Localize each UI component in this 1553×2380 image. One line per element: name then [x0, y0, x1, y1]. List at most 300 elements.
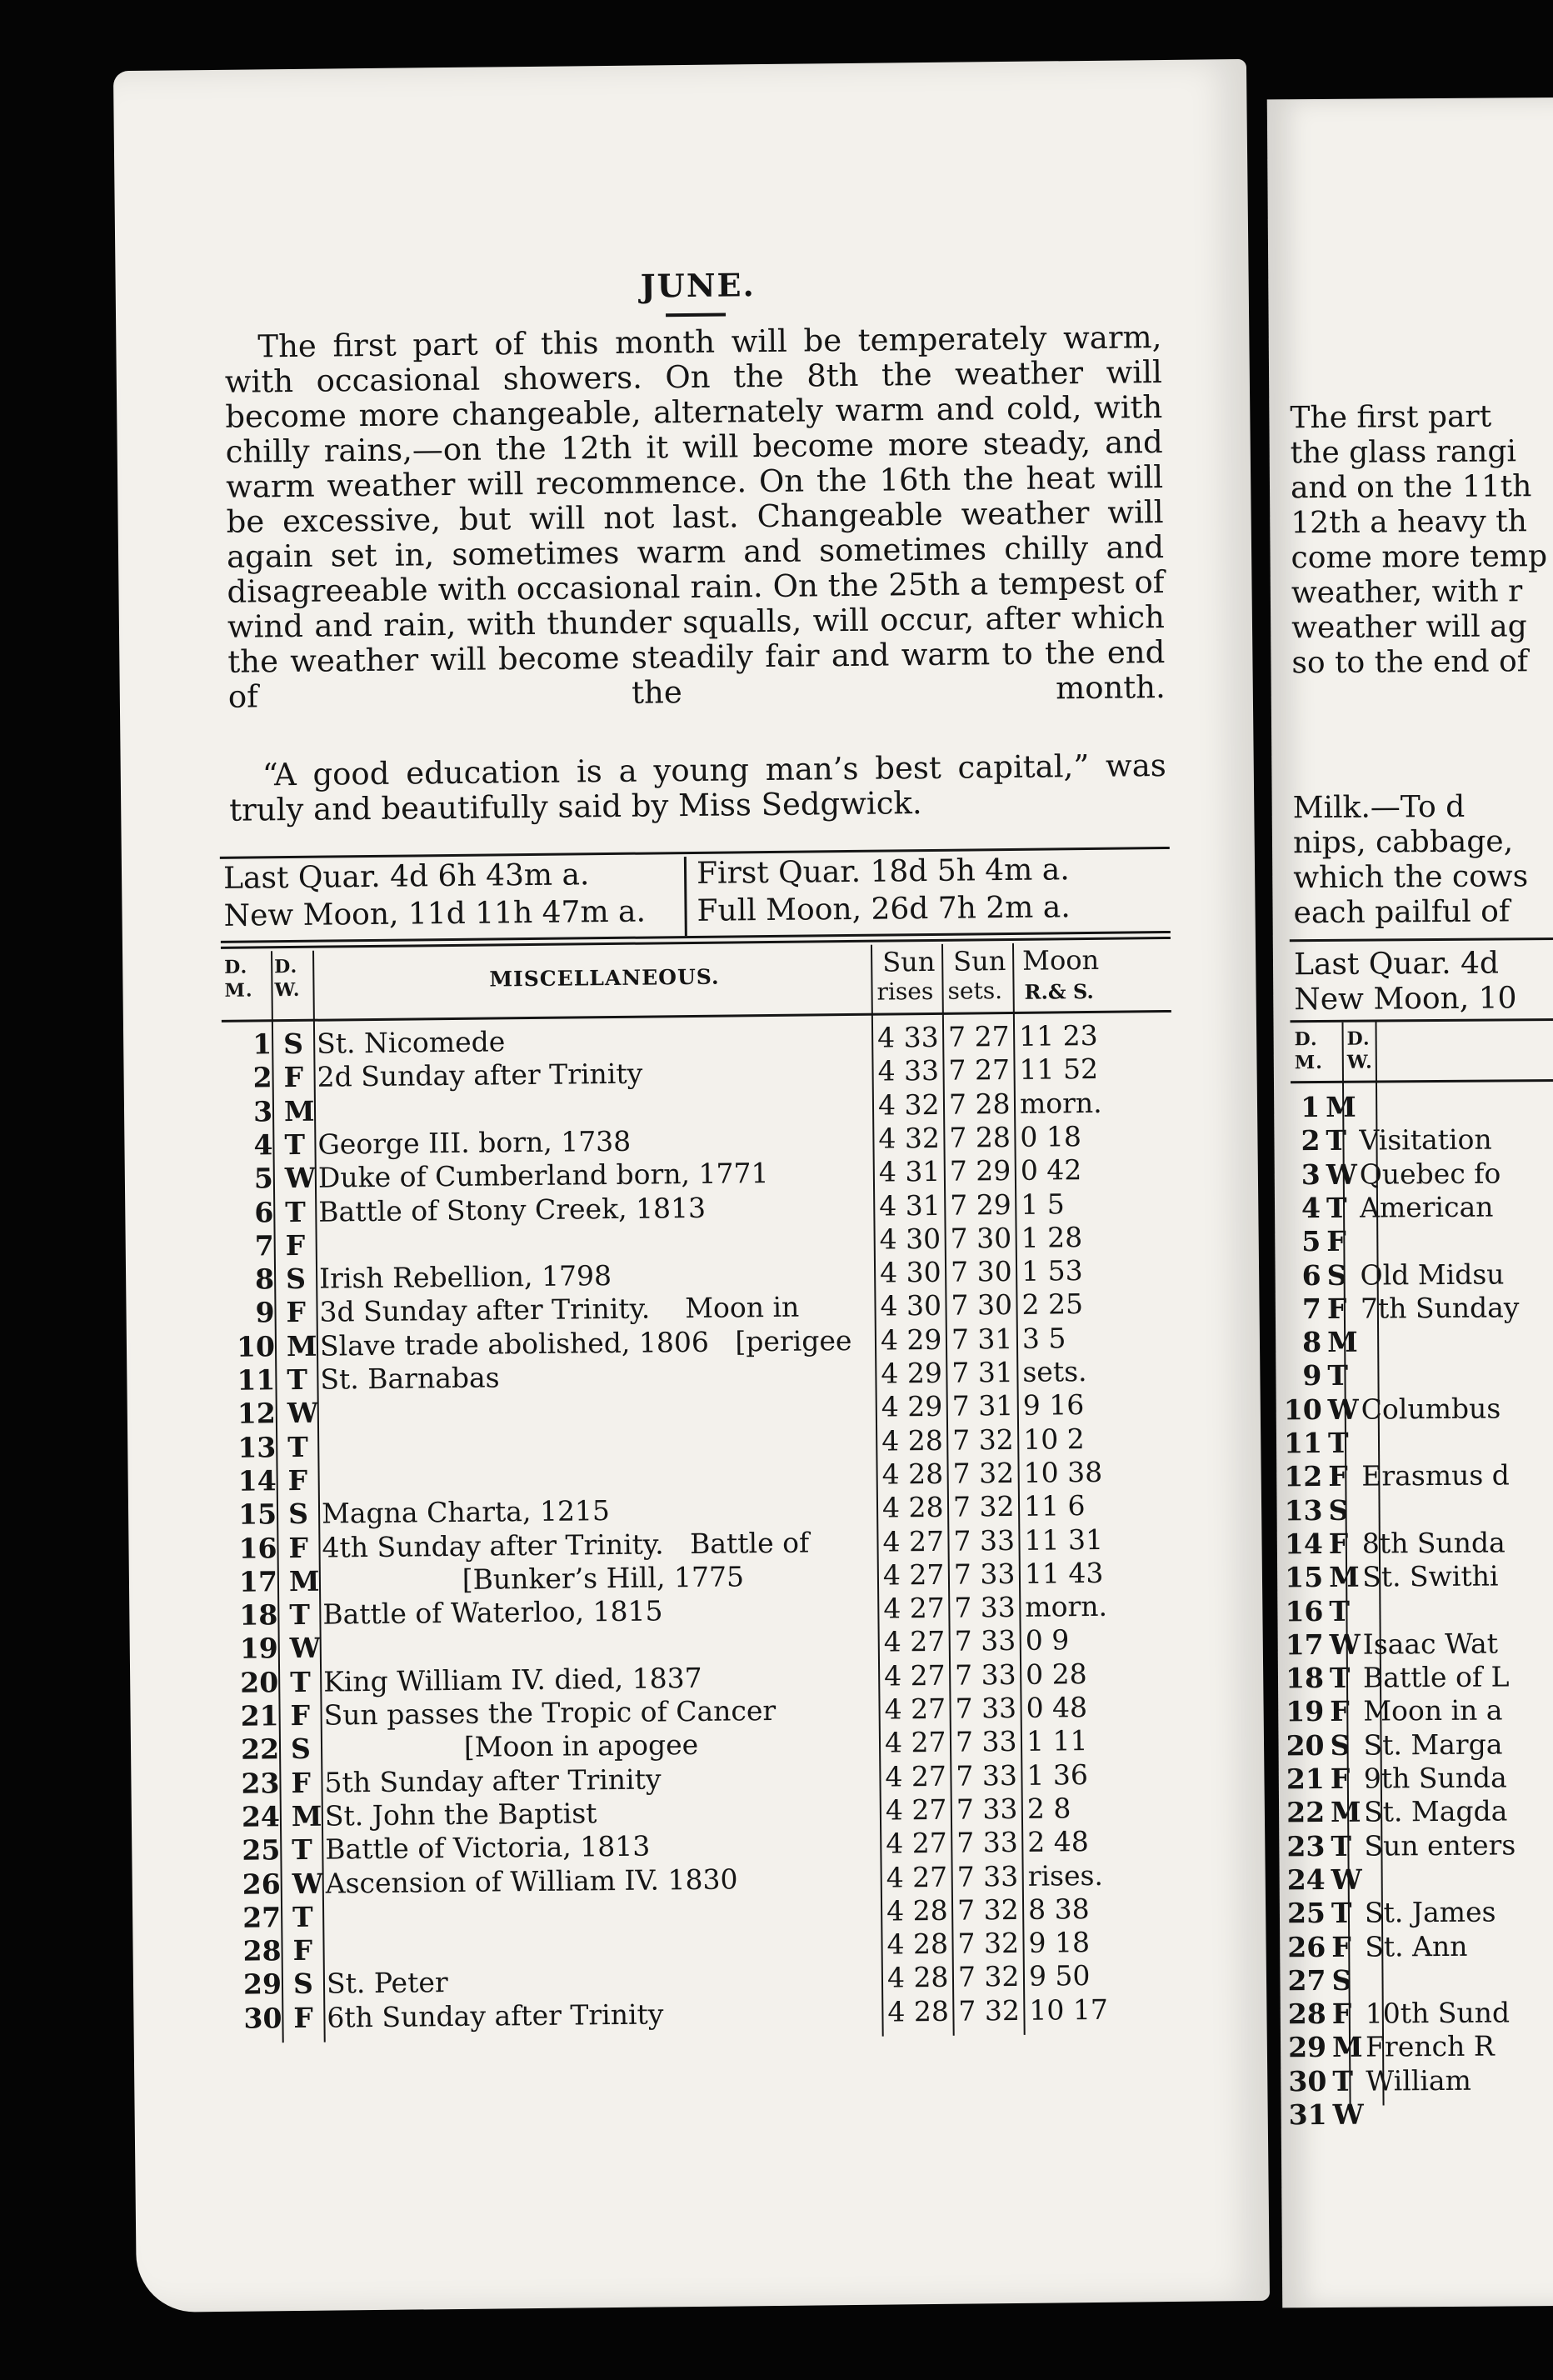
right-day-of-week: T	[1331, 1829, 1352, 1862]
moon-rise-set: 0 28	[1025, 1657, 1087, 1691]
day-of-week: S	[285, 1262, 307, 1296]
moon-rise-set: 9 16	[1022, 1388, 1085, 1422]
right-page	[1267, 98, 1553, 2308]
day-of-week: W	[284, 1161, 317, 1195]
right-day-of-week: W	[1327, 1392, 1359, 1426]
right-text-line: 12th a heavy th	[1291, 504, 1527, 541]
day-of-month: 10	[236, 1329, 276, 1363]
right-day-of-month: 1	[1301, 1091, 1321, 1124]
sun-rises: 4 27	[883, 1591, 946, 1625]
moon-rise-set: 11 31	[1024, 1522, 1104, 1557]
sun-rises: 4 30	[879, 1255, 941, 1289]
moon-rise-set: 8 38	[1027, 1892, 1090, 1926]
right-header-dw-top: D.	[1346, 1028, 1371, 1050]
sun-sets: 7 33	[955, 1725, 1017, 1759]
event: Slave trade abolished, 1806 [perigee	[319, 1323, 852, 1362]
sun-rises: 4 27	[886, 1860, 948, 1894]
right-event: Battle of L	[1362, 1660, 1510, 1694]
right-table-row	[1276, 1391, 1553, 1427]
event: George III. born, 1738	[317, 1124, 632, 1161]
moon-rise-set: 0 18	[1020, 1119, 1082, 1153]
right-event: Moon in a	[1363, 1693, 1503, 1728]
right-day-of-month: 8	[1302, 1326, 1322, 1359]
day-of-week: T	[290, 1665, 311, 1698]
right-day-of-week: F	[1331, 1997, 1352, 2031]
weather-forecast	[224, 320, 1166, 715]
right-day-of-week: S	[1331, 1963, 1352, 1997]
sun-sets: 7 33	[953, 1523, 1016, 1558]
day-of-month: 3	[252, 1094, 273, 1128]
day-of-month: 14	[237, 1464, 277, 1498]
right-header-dw-bottom: W.	[1346, 1051, 1373, 1073]
sun-rises: 4 29	[880, 1322, 942, 1357]
sun-rises: 4 27	[884, 1692, 946, 1726]
sun-sets: 7 30	[951, 1288, 1013, 1322]
moon-rise-set: 1 5	[1021, 1187, 1065, 1221]
event: 3d Sunday after Trinity. Moon in	[319, 1291, 800, 1329]
sun-rises: 4 30	[880, 1289, 942, 1323]
right-table-row	[1276, 1492, 1553, 1528]
day-of-month: 28	[242, 1934, 282, 1968]
right-phase-bottom-rule	[1290, 1018, 1553, 1023]
right-day-of-week: M	[1330, 1795, 1361, 1829]
sun-sets: 7 31	[951, 1355, 1014, 1389]
right-day-of-month: 3	[1301, 1158, 1321, 1191]
sun-rises: 4 31	[878, 1155, 941, 1188]
right-text-line: so to the end of	[1291, 644, 1529, 681]
sun-sets: 7 33	[956, 1792, 1018, 1826]
right-day-of-week: F	[1326, 1292, 1347, 1325]
event: Ascension of William IV. 1830	[325, 1862, 738, 1900]
event: Irish Rebellion, 1798	[318, 1259, 612, 1295]
moon-rise-set: 1 53	[1021, 1254, 1083, 1288]
right-day-of-week: T	[1326, 1124, 1347, 1158]
phase-new-moon: New Moon, 11d 11h 47m a.	[223, 894, 647, 933]
right-event: Visitation	[1359, 1122, 1492, 1157]
right-day-of-week: F	[1330, 1695, 1350, 1728]
sun-sets: 7 33	[956, 1758, 1018, 1792]
sun-sets: 7 29	[950, 1188, 1011, 1222]
right-event: William	[1366, 2063, 1472, 2098]
sun-sets: 7 32	[957, 1927, 1020, 1960]
right-day-of-month: 9	[1302, 1359, 1322, 1392]
right-table-row	[1275, 1223, 1553, 1259]
day-of-month: 16	[238, 1531, 277, 1565]
moon-rise-set: 1 28	[1021, 1220, 1083, 1254]
right-header-dm-bottom: M.	[1294, 1051, 1323, 1074]
day-of-week: T	[287, 1430, 309, 1463]
right-day-of-week: T	[1327, 1426, 1349, 1459]
moon-rise-set: 2 8	[1026, 1792, 1071, 1825]
right-event: Quebec fo	[1359, 1157, 1501, 1191]
moon-rise-set: 3 5	[1021, 1321, 1066, 1355]
day-of-week: F	[287, 1463, 308, 1497]
sun-sets: 7 32	[952, 1456, 1015, 1490]
day-of-week: F	[292, 1933, 313, 1968]
right-day-of-month: 23	[1286, 1829, 1326, 1862]
moon-rise-set: 11 23	[1018, 1018, 1098, 1052]
right-text-line: come more temp	[1291, 539, 1548, 576]
right-day-of-month: 11	[1283, 1427, 1323, 1460]
right-day-of-month: 27	[1287, 1963, 1326, 1998]
day-of-week: T	[287, 1362, 308, 1397]
right-event: French R	[1365, 2029, 1495, 2064]
day-of-month: 20	[240, 1665, 279, 1699]
sun-sets: 7 31	[951, 1322, 1013, 1356]
right-day-of-month: 19	[1286, 1695, 1325, 1728]
header-dm-bottom: M.	[224, 979, 253, 1002]
moon-rise-set: 11 52	[1019, 1052, 1099, 1087]
right-day-of-week: W	[1326, 1158, 1357, 1191]
right-day-of-week: T	[1329, 1594, 1351, 1628]
sun-sets: 7 32	[957, 1960, 1020, 1994]
day-of-month: 9	[255, 1296, 275, 1329]
day-of-week: F	[288, 1531, 309, 1564]
sun-rises: 4 27	[882, 1558, 945, 1592]
day-of-month: 17	[238, 1565, 278, 1598]
day-of-month: 29	[242, 1968, 282, 2002]
right-event: St. Magda	[1363, 1794, 1508, 1828]
right-table-row	[1277, 1559, 1553, 1595]
day-of-week: S	[282, 1027, 304, 1061]
moon-rise-set: 0 48	[1026, 1691, 1088, 1724]
moon-rise-set: 11 43	[1024, 1556, 1104, 1590]
right-table-row	[1275, 1156, 1553, 1192]
day-of-week: T	[292, 1832, 313, 1867]
day-of-month: 12	[237, 1397, 277, 1431]
right-day-of-month: 26	[1287, 1930, 1326, 1963]
right-table-row	[1279, 1761, 1553, 1797]
right-table-row	[1274, 1089, 1553, 1125]
day-of-week: W	[287, 1397, 319, 1430]
right-table-row	[1280, 1962, 1553, 1998]
day-of-month: 11	[237, 1363, 276, 1397]
right-table-row	[1281, 2062, 1553, 2098]
sun-sets: 7 33	[956, 1859, 1019, 1893]
event: Battle of Stony Creek, 1813	[318, 1191, 707, 1228]
event: Battle of Victoria, 1813	[325, 1829, 651, 1866]
right-day-of-month: 17	[1285, 1628, 1324, 1662]
day-of-month: 4	[253, 1128, 273, 1162]
right-table-row	[1276, 1458, 1553, 1494]
sun-rises: 4 27	[883, 1625, 946, 1659]
sun-rises: 4 29	[881, 1390, 943, 1423]
moon-rise-set: morn.	[1025, 1589, 1108, 1623]
right-day-of-month: 24	[1286, 1862, 1326, 1897]
moon-rise-set: 0 9	[1025, 1623, 1070, 1658]
right-table-row	[1281, 1996, 1553, 2032]
right-text-line: and on the 11th	[1290, 469, 1532, 506]
month-title: JUNE.	[640, 266, 756, 305]
sun-rises: 4 27	[882, 1524, 945, 1558]
sun-rises: 4 31	[879, 1188, 941, 1222]
sun-rises: 4 29	[881, 1356, 943, 1390]
phase-first-quarter: First Quar. 18d 5h 4m a.	[696, 852, 1070, 891]
sun-rises: 4 28	[881, 1457, 944, 1491]
moon-rise-set: 10 17	[1029, 1992, 1109, 2027]
day-of-week: W	[289, 1632, 322, 1665]
sun-rises: 4 30	[879, 1222, 941, 1256]
day-of-month: 7	[254, 1229, 274, 1262]
sun-sets: 7 32	[952, 1490, 1015, 1523]
header-sun-sets-top: Sun	[952, 945, 1006, 978]
phase-full-moon: Full Moon, 26d 7h 2m a.	[697, 890, 1071, 928]
right-table-row	[1275, 1257, 1553, 1292]
day-of-week: F	[286, 1296, 307, 1329]
right-day-of-month: 7	[1301, 1292, 1322, 1325]
sun-sets: 7 30	[950, 1221, 1012, 1255]
header-sun-sets-bottom: sets.	[947, 977, 1003, 1005]
right-day-of-month: 31	[1288, 2098, 1327, 2132]
sun-rises: 4 28	[886, 1961, 949, 1994]
event: 5th Sunday after Trinity	[324, 1762, 662, 1799]
day-of-month: 6	[254, 1195, 274, 1228]
event: Magna Charta, 1215	[321, 1494, 611, 1530]
right-milk-line: Milk.—To d	[1292, 789, 1466, 826]
day-of-month: 22	[240, 1732, 280, 1766]
header-moon-bottom: R.& S.	[1024, 978, 1094, 1004]
sun-sets: 7 30	[950, 1255, 1012, 1288]
day-of-week: T	[285, 1195, 307, 1228]
right-event: St. James	[1364, 1895, 1496, 1929]
title-rule	[666, 313, 726, 318]
right-text-line: weather, with r	[1291, 574, 1523, 611]
sun-rises: 4 27	[884, 1726, 946, 1759]
right-day-of-week: M	[1327, 1325, 1358, 1359]
sun-rises: 4 27	[885, 1792, 947, 1827]
right-table-row	[1281, 2097, 1553, 2132]
right-table-row	[1280, 1895, 1553, 1931]
right-header-rule	[1291, 1079, 1553, 1084]
sun-rises: 4 28	[886, 1927, 949, 1961]
day-of-week: F	[291, 1766, 312, 1799]
day-of-week: S	[290, 1732, 312, 1766]
left-page	[113, 59, 1270, 2312]
right-table-row	[1279, 1828, 1553, 1863]
header-dm-top: D.	[224, 956, 248, 978]
quote-text: “A good education is a young man’s best capital,” was truly and beautifully said by Miss Sedgwick.	[229, 748, 1166, 828]
day-of-week: S	[287, 1498, 309, 1531]
moon-rise-set: 0 42	[1020, 1153, 1082, 1188]
right-day-of-month: 4	[1301, 1191, 1321, 1225]
day-of-month: 18	[239, 1598, 278, 1632]
day-of-month: 26	[242, 1867, 281, 1901]
sun-rises: 4 32	[878, 1121, 941, 1155]
right-day-of-week: M	[1326, 1090, 1356, 1123]
event: King William IV. died, 1837	[323, 1661, 702, 1698]
moon-rise-set: 9 18	[1028, 1926, 1091, 1959]
right-day-of-month: 10	[1283, 1392, 1322, 1427]
day-of-month: 23	[241, 1766, 280, 1800]
header-misc: MISCELLANEOUS.	[489, 964, 720, 992]
right-table-row	[1274, 1122, 1553, 1158]
event: [Moon in apogee	[323, 1728, 699, 1765]
phase-last-quarter: Last Quar. 4d 6h 43m a.	[222, 858, 590, 896]
right-phase-new-moon: New Moon, 10	[1294, 981, 1517, 1018]
sun-sets: 7 27	[948, 1053, 1011, 1088]
right-table-row	[1279, 1794, 1553, 1830]
sun-sets: 7 33	[954, 1658, 1016, 1692]
sun-rises: 4 28	[887, 1994, 950, 2028]
right-phase-last-quarter: Last Quar. 4d	[1293, 946, 1500, 982]
right-event: St. Swithi	[1361, 1559, 1499, 1593]
right-day-of-month: 21	[1286, 1762, 1325, 1796]
right-day-of-month: 30	[1288, 2064, 1327, 2098]
sun-sets: 7 29	[949, 1154, 1011, 1188]
event: [Bunker’s Hill, 1775	[322, 1560, 745, 1598]
day-of-month: 8	[254, 1262, 275, 1296]
day-of-month: 1	[252, 1028, 272, 1061]
sun-rises: 4 27	[885, 1759, 947, 1793]
right-text-line: weather will ag	[1291, 609, 1527, 646]
day-of-week: F	[290, 1698, 311, 1732]
right-table-row	[1276, 1324, 1553, 1360]
day-of-week: T	[289, 1598, 311, 1632]
event: 6th Sunday after Trinity	[327, 1998, 664, 2034]
right-table-row	[1281, 2029, 1553, 2065]
right-day-of-month: 6	[1301, 1258, 1321, 1292]
right-day-of-month: 12	[1284, 1460, 1323, 1493]
right-day-of-month: 15	[1285, 1561, 1324, 1594]
right-day-of-week: F	[1330, 1762, 1351, 1795]
right-day-of-month: 13	[1284, 1493, 1323, 1527]
sun-sets: 7 32	[956, 1892, 1019, 1927]
sun-sets: 7 27	[947, 1019, 1010, 1053]
moon-rise-set: rises.	[1027, 1858, 1104, 1892]
day-of-month: 24	[241, 1800, 281, 1833]
moon-rise-set: 11 6	[1023, 1489, 1086, 1523]
moon-rise-set: 1 36	[1026, 1758, 1089, 1792]
right-phase-top-rule	[1290, 938, 1553, 942]
weather-paragraph: The first part of this month will be temperately warm, with occasional showers. On the 8th the weather will become more changeable, alternately warm and cold, with chilly rains,—on the 12th it will become more steady, and warm weather will recommence. On the 16th the heat will be excessive, but will not last. Changeable weather will again set in, sometimes warm and sometimes chilly and disagreeable with occasional rain. On the 25th a tempest of wind and rain, with thunder squalls, will occur, after which the weather will become steadily fair and warm to the end of the month.	[224, 319, 1166, 715]
day-of-week: M	[288, 1564, 320, 1598]
right-day-of-week: F	[1328, 1527, 1349, 1560]
header-sun-rises-top: Sun	[882, 945, 936, 978]
right-milk-line: nips, cabbage,	[1292, 824, 1514, 861]
day-of-month: 5	[253, 1162, 274, 1195]
right-day-of-week: F	[1331, 1930, 1351, 1963]
sun-rises: 4 28	[881, 1423, 943, 1458]
right-event: 9th Sunda	[1363, 1761, 1507, 1795]
moon-rise-set: 10 2	[1023, 1422, 1085, 1456]
right-event: St. Ann	[1365, 1929, 1468, 1963]
sun-sets: 7 31	[951, 1389, 1014, 1423]
day-of-month: 21	[240, 1699, 279, 1732]
sun-rises: 4 32	[877, 1088, 940, 1122]
right-day-of-week: W	[1332, 2098, 1364, 2131]
quote-paragraph	[229, 748, 1167, 828]
right-day-of-week: S	[1330, 1728, 1351, 1762]
right-event: 8th Sunda	[1361, 1526, 1506, 1560]
right-event: Old Midsu	[1360, 1257, 1505, 1292]
sun-sets: 7 33	[954, 1591, 1016, 1624]
right-day-of-month: 29	[1288, 2031, 1327, 2064]
right-milk-line: each pailful of	[1293, 894, 1511, 931]
right-table-row	[1275, 1189, 1553, 1225]
sun-sets: 7 32	[952, 1422, 1014, 1457]
right-day-of-month: 22	[1286, 1796, 1326, 1829]
header-sun-rises-bottom: rises	[876, 977, 934, 1006]
right-header-dm-top: D.	[1294, 1028, 1318, 1051]
right-table-row	[1276, 1425, 1553, 1461]
moon-rise-set: sets.	[1022, 1355, 1087, 1388]
right-day-of-month: 14	[1284, 1527, 1323, 1561]
right-weather-text	[1267, 98, 1553, 681]
event: 2d Sunday after Trinity	[317, 1057, 643, 1093]
event: Battle of Waterloo, 1815	[322, 1594, 663, 1631]
right-day-of-week: T	[1331, 1896, 1352, 1930]
day-of-week: F	[283, 1061, 304, 1094]
day-of-month: 19	[239, 1632, 278, 1666]
right-table-row	[1278, 1626, 1553, 1662]
sun-sets: 7 33	[956, 1826, 1018, 1859]
day-of-week: T	[284, 1128, 306, 1162]
sun-rises: 4 33	[876, 1020, 939, 1054]
day-of-month: 13	[237, 1430, 277, 1464]
right-table-row	[1278, 1660, 1553, 1696]
day-of-month: 15	[237, 1498, 277, 1531]
right-day-of-month: 16	[1285, 1594, 1324, 1628]
day-of-week: S	[292, 1968, 314, 2001]
right-text-line: The first part	[1290, 399, 1492, 436]
sun-rises: 4 27	[883, 1658, 946, 1692]
right-milk-line: which the cows	[1293, 859, 1529, 896]
moon-rise-set: 10 38	[1023, 1455, 1103, 1489]
right-day-of-week: T	[1327, 1359, 1349, 1392]
header-dw-bottom: W.	[274, 978, 301, 1002]
right-day-of-month: 5	[1301, 1225, 1321, 1258]
right-event: 10th Sund	[1365, 1996, 1511, 2030]
right-day-of-week: W	[1329, 1628, 1361, 1661]
moon-rise-set: 2 48	[1027, 1825, 1089, 1859]
right-day-of-month: 28	[1287, 1998, 1326, 2031]
right-event: Erasmus d	[1361, 1458, 1511, 1492]
sun-rises: 4 27	[886, 1827, 947, 1860]
sun-sets: 7 33	[955, 1691, 1017, 1725]
right-event: Sun enters	[1364, 1828, 1516, 1862]
right-table-row	[1278, 1727, 1553, 1762]
right-event: Isaac Wat	[1362, 1627, 1499, 1661]
day-of-week: F	[285, 1228, 306, 1262]
right-day-of-month: 25	[1286, 1897, 1326, 1930]
day-of-week: M	[291, 1799, 322, 1832]
sun-rises: 4 33	[877, 1054, 940, 1088]
right-day-of-month: 20	[1286, 1728, 1325, 1762]
right-day-of-week: S	[1328, 1493, 1349, 1527]
moon-rise-set: 9 50	[1028, 1959, 1091, 1993]
right-event: St. Marga	[1363, 1728, 1503, 1762]
phase-divider	[684, 857, 687, 936]
event: Sun passes the Tropic of Cancer	[323, 1693, 776, 1732]
day-of-month: 25	[242, 1833, 281, 1867]
moon-rise-set: 2 25	[1021, 1288, 1084, 1322]
right-day-of-week: T	[1329, 1661, 1351, 1695]
right-day-of-week: T	[1326, 1191, 1347, 1224]
right-day-of-month: 18	[1285, 1662, 1325, 1695]
right-day-of-week: T	[1332, 2064, 1354, 2098]
moon-rise-set: morn.	[1019, 1086, 1102, 1120]
right-table-row	[1280, 1861, 1553, 1897]
sun-sets: 7 32	[958, 1993, 1021, 2028]
right-event: Columbus	[1361, 1392, 1501, 1426]
right-day-of-month: 2	[1301, 1124, 1321, 1158]
moon-rise-set: 1 11	[1026, 1724, 1088, 1758]
day-of-month: 27	[242, 1901, 282, 1934]
header-dw-top: D.	[274, 955, 298, 978]
event: St. John the Baptist	[324, 1797, 597, 1832]
right-day-of-week: W	[1331, 1862, 1362, 1896]
right-text-line: the glass rangi	[1290, 434, 1517, 471]
